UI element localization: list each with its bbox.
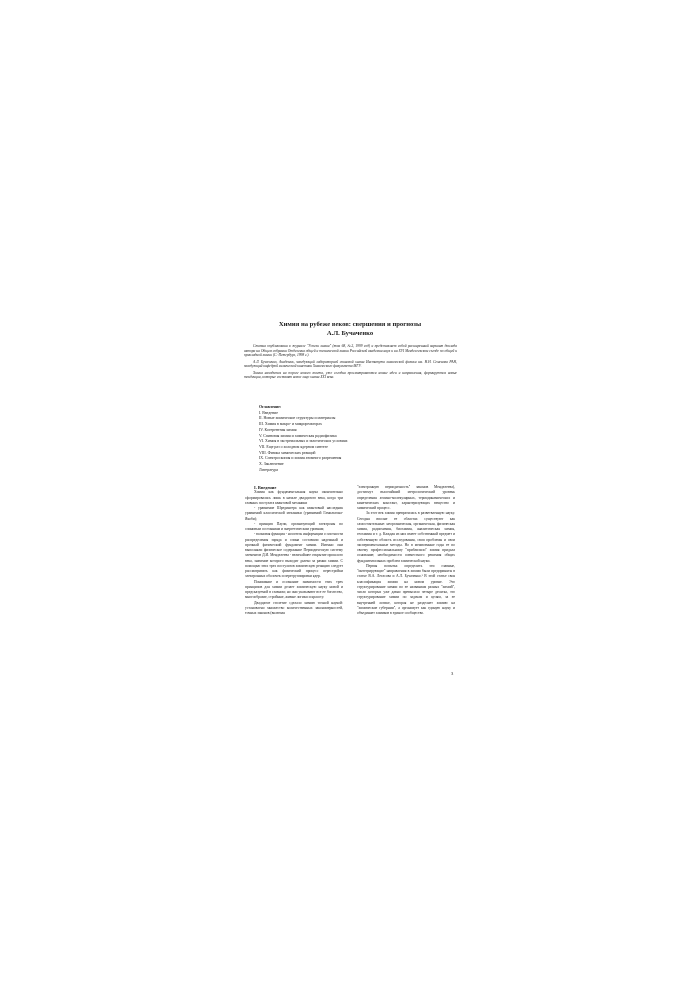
toc-item: IX. Спектроскопия и химия атомного разрешения xyxy=(259,456,342,461)
toc-item: Литература xyxy=(259,467,278,472)
body-paragraph: За этот век химия превратилась в разветвленную науку. Сегодня вполне ее областях существуют как самостоятельные: неорганическая, органическая, физическая химия, радиохимия, биохимия, аналитическая химия, геохимия и т. д. Каждая из них имеет собственный предмет и собственную область исследования, свои проблемы и свои экспериментальные методы. Но в межвоенные годы ее по своему профессиональному "приблизило" химия придала основание; необходимости совместного решения общих фундаментальных проблем химической науки. xyxy=(357,511,455,563)
toc-item: V. Спиновая химия и химическая радиофизика xyxy=(259,433,337,438)
body-paragraph: Двадцатое столетие сделало химию точной наукой: установлено множество количественных закономерностей, точных законов (включая xyxy=(245,600,343,615)
toc-heading: Оглавление: xyxy=(259,405,282,409)
section-heading: I. Введение xyxy=(254,485,277,490)
document-title: Химия на рубеже веков: свершения и прогнозы xyxy=(278,321,422,328)
page-number: 3 xyxy=(451,671,454,676)
abstract-paragraph: А.Л. Бучаченко, Академик, заведующий лабораторией спиновой химии Института химической физики им. Н.Н. Семенова РАН, заведующий кафедрой химической кинетики Химического факультета МГУ. xyxy=(244,359,457,369)
abstract xyxy=(244,344,457,381)
body-paragraph: - волновая функция - носитель информации о плотности распределения заряда и спина составили надежный и прочный физический фундамент химии. Именно они выполняли физическое содержание Периодическую систему элементов Д.И. Менделеева - величайшее открытие прошлого века, значение которого выходит далеко за рамки химии. С помощью этих трех постулатов химическую реакцию следует рассматривать как физический процесс перестройки электронных оболочек и перегруппировки ядер. xyxy=(245,532,343,579)
body-paragraph: - принцип Паули, организующий электроны по спиновым состояниям и энергетическим уровням; xyxy=(245,521,343,531)
title-block xyxy=(230,320,470,338)
body-column-right xyxy=(357,485,455,616)
body-paragraph: Химия как фундаментальная наука окончательно сформировалась лишь в начале двадцатого века, когда три главных постулата квантовой механики xyxy=(245,490,343,505)
document-author: А.Л. Бучаченко xyxy=(326,330,374,337)
abstract-paragraph: Химия находится на пороге нового взлета, уже сегодня просматриваются новые идеи и направления, формируются новые тенденции, которые составят новое лицо химии XXI века. xyxy=(244,370,457,380)
toc-item: X. Заключение xyxy=(259,462,284,467)
toc-item: I. Введение xyxy=(259,410,278,415)
toc-item: VIII. Физика химических реакций xyxy=(259,450,316,455)
toc-item: VII. Еще раз о холодном ядерном синтезе xyxy=(259,444,328,449)
body-column-left xyxy=(245,485,343,616)
body-paragraph: "электронную периодичность" законов Менделеева), достигнут высочайший метрологический уровень определения атомно-молекулярных, термодинамических и кинетических констант, характеризующих вещество и химический процесс. xyxy=(357,485,455,510)
toc-item: IV. Когерентная химия xyxy=(259,427,297,432)
abstract-paragraph: Статья опубликована в журнале "Успехи химии" (том 68, №2, 1999 год) и представляет собой расширенный вариант доклада автора на Общем собрании Отделения общей и технической химии Российской академии наук и на XVI Менделеевском съезде по общей и прикладной химии (С.-Петербург, 1998 г.). xyxy=(244,344,457,358)
body-paragraph: - уравнение Шредингера как квантовый наследник уравнений классической механики (уравнений Гамильтона-Якоби); xyxy=(245,506,343,521)
table-of-contents xyxy=(259,405,439,473)
body-paragraph: Первая попытка определить эти главные, "интегрирующие" направления в химии были предприняты в статье В.А. Легасова и А.Л. Бучаченко.¹ В этой статье своя классификация химии на новом уровне. Это структурирование химии по ее названиям разных "химий", число которых уже давно превысило четыре десятка, это структурирование химии по задачам и целям, за ее внутренней логике, которая не разделяет химию на "химические губернии", а организует как единую науку и объединяет химиков в единое сообщество. xyxy=(357,563,455,615)
toc-item: VI. Химия в экстремальных и экзотических условиях xyxy=(259,439,348,444)
body-paragraph: Понимание и осознание значимости этих трех принципов для химии делает химическую науку новой и предсказуемой в главном; но они указывают все ее богатство, многообразие, стройные, живые логики и красоту. xyxy=(245,579,343,600)
toc-item: III. Химия в макро- и микрореакторах xyxy=(259,422,322,427)
toc-item: II. Новые химические структуры и материалы xyxy=(259,416,336,421)
